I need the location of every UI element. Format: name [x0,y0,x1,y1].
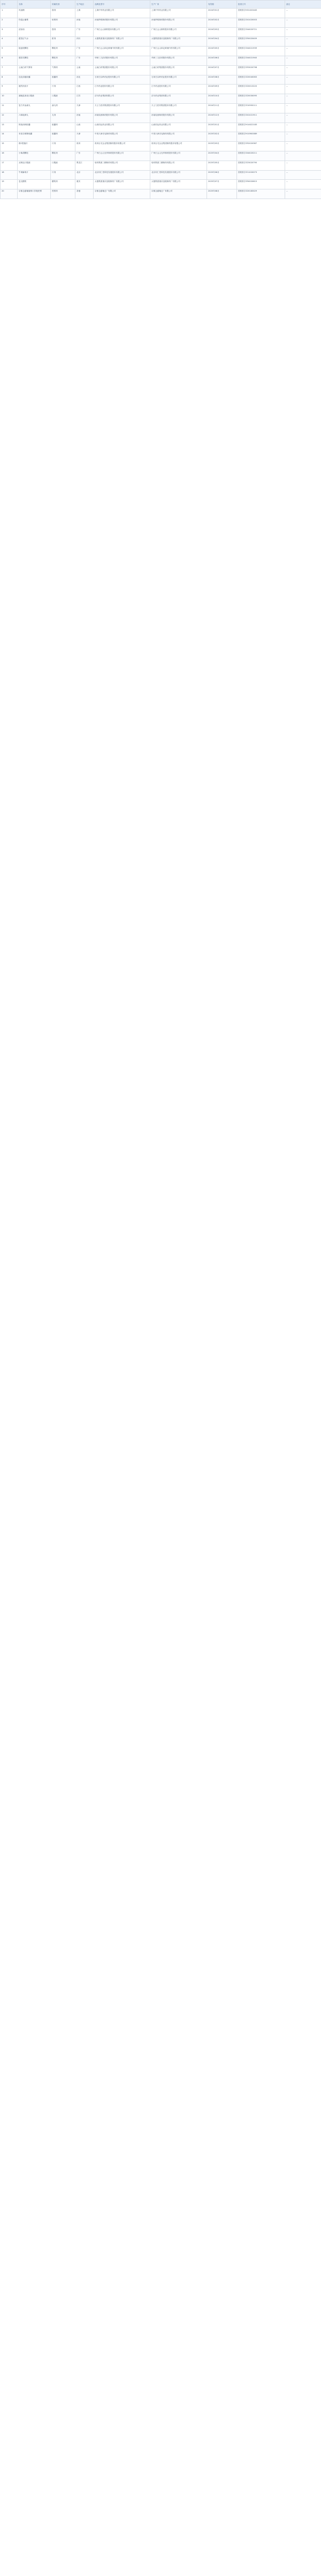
column-header: 序号 [1,1,18,9]
table-cell: 片剂 [51,142,75,151]
table-cell: 国药准字H10900089 [237,132,285,142]
table-cell: ... [285,27,321,37]
table-cell: 贴膏剂 [51,18,75,27]
table-cell: 河南 [75,18,94,27]
table-cell: 国药准字Z10950111 [237,103,285,113]
table-cell: 2024年10月 [207,94,237,104]
table-cell: 国药准字Z52020387 [237,142,285,151]
table-cell: 17 [1,161,18,170]
column-header: 备注 [285,1,321,9]
table-cell: 国药准字Z50020409 [237,37,285,47]
table-cell: 双黄连口服液 [18,161,51,170]
table-cell: 太极集团重庆涪陵制药厂有限公司 [94,180,150,189]
table-row [1,180,321,189]
table-cell: 哈药集团三精制药有限公司 [94,161,150,170]
table-cell: 天士力医药集团股份有限公司 [94,103,150,113]
column-header: 名称 [18,1,51,9]
table-cell: 11 [1,103,18,113]
table-cell: ... [285,180,321,189]
table-cell: 国药准字Z44020211 [237,151,285,161]
table-cell: 石家庄以岭药业股份有限公司 [94,75,150,85]
table-cell: 上海 [75,9,94,18]
table-cell: 滴丸剂 [51,103,75,113]
table-cell: 中美天津史克制药有限公司 [94,132,150,142]
table-cell: 云南白药集团股份有限公司 [94,65,150,75]
table-cell: 16 [1,151,18,161]
table-row [1,18,321,27]
table-cell: 糖浆剂 [51,180,75,189]
table-row [1,9,321,18]
table-cell: 9 [1,85,18,94]
table-cell: 北京同仁堂科技发展股份有限公司 [150,170,207,180]
table-cell: 风油精 [18,9,51,18]
table-cell: 广东 [75,47,94,56]
table-cell: ... [285,65,321,75]
table-cell: 贵州百灵企业集团制药股份有限公司 [150,142,207,151]
table-row [1,132,321,142]
table-cell: 华润三九医药股份有限公司 [94,56,150,65]
table-cell: 胶囊剂 [51,132,75,142]
table-cell: 连花清瘟胶囊 [18,75,51,85]
table-cell: 河南宛西制药股份有限公司 [94,113,150,123]
column-header: 所属类别 [51,1,75,9]
table-cell: 黑龙江 [75,161,94,170]
table-cell: 京都念慈菴总厂有限公司 [150,189,207,199]
table-cell: 太极集团重庆涪陵制药厂有限公司 [150,37,207,47]
table-cell: 2024年06月 [207,56,237,65]
column-header: 有效期 [207,1,237,9]
table-cell: 国药准字Z20183029 [237,189,285,199]
table-cell: 云南白药集团股份有限公司 [150,65,207,75]
table-cell: 复方丹参滴丸 [18,103,51,113]
table-cell: 国药准字Z41020003 [237,18,285,27]
table-cell: ... [285,161,321,170]
table-row [1,47,321,56]
table-cell: 2 [1,18,18,27]
table-cell: ... [285,113,321,123]
table-cell: 上海中华药业有限公司 [94,9,150,18]
table-cell: 3 [1,27,18,37]
table-cell: 山西同达药业有限公司 [94,123,150,132]
column-header: 品牌及型号 [94,1,150,9]
table-row [1,85,321,94]
table-row [1,113,321,123]
table-cell: 河南羚锐制药股份有限公司 [150,18,207,27]
table-cell: 健胃消食片 [18,85,51,94]
table-cell: 5 [1,47,18,56]
table-cell: 哈药集团三精制药有限公司 [150,161,207,170]
table-cell: 颗粒剂 [51,151,75,161]
table-cell: 颗粒剂 [51,47,75,56]
table-cell: 济川药业集团有限公司 [94,94,150,104]
table-cell: 国药准字Z44021940 [237,56,285,65]
table-cell: ... [285,151,321,161]
table-cell: ... [285,170,321,180]
table-cell: ... [285,75,321,85]
table-cell: 2025年01月 [207,123,237,132]
table-cell: 国药准字Z11020073 [237,170,285,180]
table-row [1,170,321,180]
table-cell: ... [285,85,321,94]
table-cell: 急支糖浆 [18,180,51,189]
table-row [1,37,321,47]
table-cell: 河南宛西制药股份有限公司 [150,113,207,123]
table-cell: 板蓝根颗粒 [18,47,51,56]
table-cell: ... [285,47,321,56]
table-cell: 2025年04月 [207,151,237,161]
table-cell: 广州白云山制药股份有限公司 [150,27,207,37]
table-cell: ... [285,37,321,47]
table-cell: 20 [1,189,18,199]
table-cell: 胶囊剂 [51,123,75,132]
table-cell: 7 [1,65,18,75]
table-cell: 国药准字H31020445 [237,9,285,18]
table-cell: ... [285,9,321,18]
table-cell: 2024年08月 [207,75,237,85]
table-cell: 丸剂 [51,113,75,123]
table-cell: 国药准字Z23020790 [237,161,285,170]
table-cell: 2025年02月 [207,132,237,142]
table-cell: 2024年09月 [207,85,237,94]
table-cell: 太极集团重庆涪陵制药厂有限公司 [150,180,207,189]
table-cell: 搽剂 [51,27,75,37]
table-cell: ... [285,94,321,104]
table-cell: 小柴胡颗粒 [18,151,51,161]
table-cell: 北京 [75,170,94,180]
table-cell: 8 [1,75,18,85]
table-cell: 中美天津史克制药有限公司 [150,132,207,142]
table-cell: 2024年07月 [207,65,237,75]
table-cell: 国药准字Z50020615 [237,180,285,189]
table-cell: 2025年05月 [207,161,237,170]
table-cell: 清凉油 [18,27,51,37]
table-cell: 2024年05月 [207,47,237,56]
table-cell: 2024年12月 [207,113,237,123]
table-cell: 国药准字H14022183 [237,123,285,132]
data-table [0,0,321,199]
table-cell: 14 [1,132,18,142]
table-cell: 藿香正气水 [18,37,51,47]
data-table-container [0,0,321,199]
table-cell: 江西 [75,85,94,94]
table-cell: 片剂 [51,85,75,94]
table-cell: 2024年02月 [207,18,237,27]
table-cell: 4 [1,37,18,47]
table-cell: 2025年07月 [207,180,237,189]
table-row [1,65,321,75]
table-cell: 广州白云山制药股份有限公司 [94,27,150,37]
table-cell: 河南羚锐制药股份有限公司 [94,18,150,27]
table-cell: 酊剂 [51,37,75,47]
table-cell: 京都念慈菴总厂有限公司 [94,189,150,199]
table-body [1,9,321,199]
table-row [1,151,321,161]
table-cell: 国药准字Z44020721 [237,27,285,37]
column-header: 批准文号 [237,1,285,9]
table-row [1,142,321,151]
table-cell: 2024年03月 [207,27,237,37]
table-cell: 广东 [75,56,94,65]
table-cell: 河南 [75,113,94,123]
table-cell: 香港 [75,189,94,199]
table-cell: 天津 [75,132,94,142]
table-cell: 12 [1,113,18,123]
table-cell: 胶囊剂 [51,75,75,85]
table-cell: 感冒灵颗粒 [18,56,51,65]
table-cell: 布洛芬缓释胶囊 [18,132,51,142]
table-cell: 华润三九医药股份有限公司 [150,56,207,65]
table-cell: 6 [1,56,18,65]
table-cell: 广州白云山光华制药股份有限公司 [94,151,150,161]
table-row [1,123,321,132]
table-row [1,161,321,170]
table-cell: 国药准字Z20030095 [237,94,285,104]
table-cell: 2024年04月 [207,37,237,47]
table-cell: ... [285,132,321,142]
table-cell: 北京同仁堂科技发展股份有限公司 [94,170,150,180]
table-cell: 天士力医药集团股份有限公司 [150,103,207,113]
table-cell: 六味地黄丸 [18,113,51,123]
column-header: 生产厂家 [150,1,207,9]
table-cell: 济川药业集团有限公司 [150,94,207,104]
table-row [1,75,321,85]
table-row [1,103,321,113]
table-cell: 江中药业股份有限公司 [94,85,150,94]
table-cell: ... [285,56,321,65]
table-cell: 19 [1,180,18,189]
table-cell: 搽剂 [51,9,75,18]
table-cell: 蒲地蓝消炎口服液 [18,94,51,104]
table-cell: 维C银翘片 [18,142,51,151]
table-cell: 口服液 [51,94,75,104]
table-cell: 京都念慈菴蜜炼川贝枇杷膏 [18,189,51,199]
table-cell: ... [285,189,321,199]
table-cell: 煎膏剂 [51,189,75,199]
table-cell: 13 [1,123,18,132]
table-cell: 江苏 [75,94,94,104]
table-cell: 广州白云山和记黄埔中药有限公司 [150,47,207,56]
table-cell: 2024年01月 [207,9,237,18]
table-cell: 河北 [75,75,94,85]
table-cell: 四川 [75,37,94,47]
table-cell: 山西同达药业有限公司 [150,123,207,132]
table-cell: 上海中华药业有限公司 [150,9,207,18]
table-cell: 2025年03月 [207,142,237,151]
table-cell: 1 [1,9,18,18]
table-row [1,189,321,199]
table-row [1,94,321,104]
table-cell: 2025年06月 [207,170,237,180]
table-cell: 气雾剂 [51,65,75,75]
table-cell: 颗粒剂 [51,56,75,65]
table-cell: 阿莫西林胶囊 [18,123,51,132]
table-cell: 10 [1,94,18,104]
table-cell: ... [285,18,321,27]
table-cell: 国药准字Z53020798 [237,65,285,75]
table-cell: 伤湿止痛膏 [18,18,51,27]
table-cell: 国药准字Z20013220 [237,85,285,94]
table-cell: 贵州 [75,142,94,151]
table-cell: 广东 [75,27,94,37]
table-cell: 片剂 [51,170,75,180]
table-cell: 广东 [75,151,94,161]
table-row [1,56,321,65]
table-cell: ... [285,103,321,113]
table-cell: 广州白云山和记黄埔中药有限公司 [94,47,150,56]
table-cell: 广州白云山光华制药股份有限公司 [150,151,207,161]
table-row [1,27,321,37]
table-cell: 江中药业股份有限公司 [150,85,207,94]
table-cell: 贵州百灵企业集团制药股份有限公司 [94,142,150,151]
table-cell: ... [285,142,321,151]
table-cell: 天津 [75,103,94,113]
table-cell: ... [285,123,321,132]
table-cell: 国药准字Z20040063 [237,75,285,85]
table-cell: 云南 [75,65,94,75]
table-cell: 2024年11月 [207,103,237,113]
table-cell: 云南白药气雾剂 [18,65,51,75]
table-cell: 山西 [75,123,94,132]
table-cell: 口服液 [51,161,75,170]
table-cell: 国药准字Z44021939 [237,47,285,56]
table-cell: 重庆 [75,180,94,189]
table-cell: 牛黄解毒片 [18,170,51,180]
table-cell: 18 [1,170,18,180]
table-header-row [1,1,321,9]
table-cell: 太极集团重庆涪陵制药厂有限公司 [94,37,150,47]
column-header: 生产地区 [75,1,94,9]
table-cell: 国药准字Z41021911 [237,113,285,123]
table-cell: 2025年08月 [207,189,237,199]
table-cell: 15 [1,142,18,151]
table-cell: 石家庄以岭药业股份有限公司 [150,75,207,85]
